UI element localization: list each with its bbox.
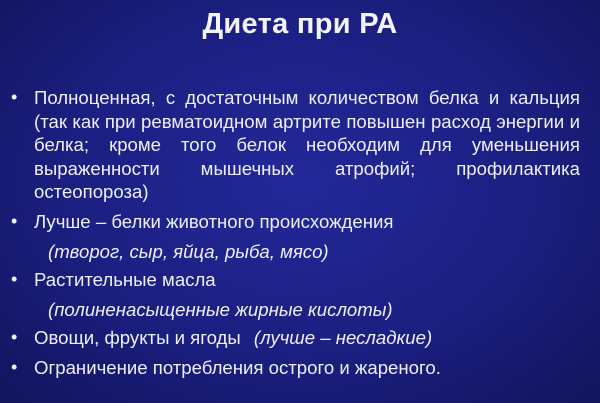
list-item (0, 86, 600, 204)
bullet-icon: • (11, 87, 18, 107)
bullet-icon: • (11, 327, 18, 348)
list-item-text: Овощи, фрукты и ягоды (34, 327, 241, 349)
list-item-note: (лучше – несладкие) (253, 327, 433, 349)
bullet-list (0, 86, 600, 380)
bullet-icon: • (11, 269, 18, 290)
list-item-text: Ограничение потребления острого и жареного. (34, 356, 441, 378)
list-item-text: Полноценная, с достаточным количеством белка и кальция (так как при ревматоидном артрите повышен расход энергии и белка; кроме того белок необходим для уменьшения выраженности мышечных атрофий; профилактика остеопороза) (34, 87, 580, 203)
list-item (0, 268, 600, 292)
list-item (0, 356, 600, 380)
list-item-text: Лучше – белки животного происхождения (34, 210, 394, 232)
list-item (0, 326, 600, 350)
list-item (0, 210, 600, 234)
list-item-example: (полиненасыщенные жирные кислоты) (48, 298, 393, 320)
bullet-icon: • (11, 210, 18, 231)
slide-title: Диета при РА (202, 8, 398, 40)
list-item-example: (творог, сыр, яйца, рыба, мясо) (48, 240, 329, 262)
bullet-icon: • (11, 356, 18, 377)
list-item-text: Растительные масла (34, 269, 216, 291)
